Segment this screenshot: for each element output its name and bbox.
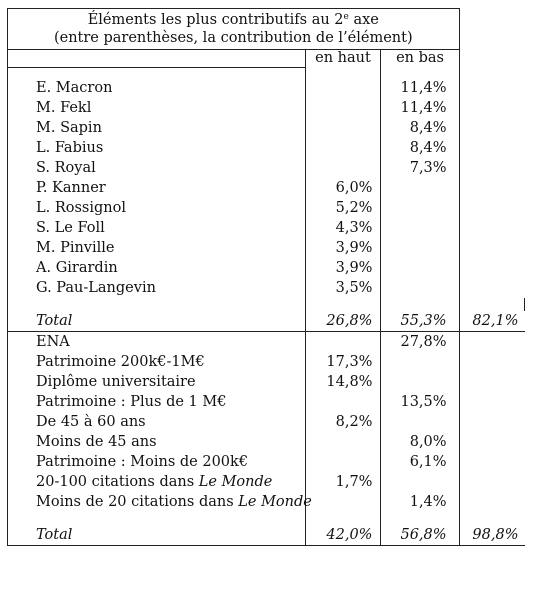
contribution-table bbox=[7, 8, 525, 546]
value-down bbox=[381, 238, 459, 258]
row-label: Moins de 20 citations dans Le Monde bbox=[8, 492, 306, 512]
value-down: 13,5% bbox=[381, 392, 459, 412]
table-title bbox=[8, 9, 460, 50]
value-up bbox=[305, 452, 381, 472]
value-up bbox=[305, 332, 381, 353]
table-title-line1: Éléments les plus contributifs au 2e axe bbox=[87, 12, 379, 28]
row-label: Patrimoine : Plus de 1 M€ bbox=[8, 392, 306, 412]
row-label: 20-100 citations dans Le Monde bbox=[8, 472, 306, 492]
table-row bbox=[8, 138, 525, 158]
table-row bbox=[8, 218, 525, 238]
row-label: L. Fabius bbox=[8, 138, 306, 158]
value-up: 4,3% bbox=[305, 218, 381, 238]
value-down bbox=[381, 372, 459, 392]
row-label: E. Macron bbox=[8, 78, 306, 98]
row-label: L. Rossignol bbox=[8, 198, 306, 218]
column-header-down: en bas bbox=[381, 50, 459, 68]
value-down: 8,4% bbox=[381, 138, 459, 158]
value-up bbox=[305, 98, 381, 118]
value-up bbox=[305, 138, 381, 158]
section-ministers bbox=[8, 78, 525, 298]
table-row bbox=[8, 392, 525, 412]
value-down: 6,1% bbox=[381, 452, 459, 472]
value-down bbox=[381, 198, 459, 218]
value-up bbox=[305, 432, 381, 452]
value-up: 1,7% bbox=[305, 472, 381, 492]
value-down bbox=[381, 258, 459, 278]
row-label: M. Pinville bbox=[8, 238, 306, 258]
value-up bbox=[305, 118, 381, 138]
value-up: 3,9% bbox=[305, 238, 381, 258]
value-down: 1,4% bbox=[381, 492, 459, 512]
row-label: Patrimoine 200k€-1M€ bbox=[8, 352, 306, 372]
value-up bbox=[305, 78, 381, 98]
value-down: 27,8% bbox=[381, 332, 459, 353]
table-title-line2: (entre parenthèses, la contribution de l’élément) bbox=[53, 30, 413, 46]
total-row-ministers: Total 26,8% 55,3% 82,1% bbox=[8, 311, 525, 332]
table-row bbox=[8, 452, 525, 472]
table-row bbox=[8, 258, 525, 278]
row-label: De 45 à 60 ans bbox=[8, 412, 306, 432]
row-label: Moins de 45 ans bbox=[8, 432, 306, 452]
row-label: S. Royal bbox=[8, 158, 306, 178]
table-row bbox=[8, 118, 525, 138]
table-row bbox=[8, 198, 525, 218]
table-row bbox=[8, 78, 525, 98]
value-up bbox=[305, 492, 381, 512]
value-down bbox=[381, 218, 459, 238]
total-row-attributes: Total 42,0% 56,8% 98,8% bbox=[8, 525, 525, 546]
value-down: 8,4% bbox=[381, 118, 459, 138]
column-header-up: en haut bbox=[305, 50, 381, 68]
row-label: M. Sapin bbox=[8, 118, 306, 138]
row-label: G. Pau-Langevin bbox=[8, 278, 306, 298]
value-down: 11,4% bbox=[381, 98, 459, 118]
table-row bbox=[8, 178, 525, 198]
value-up: 8,2% bbox=[305, 412, 381, 432]
value-down bbox=[381, 352, 459, 372]
table-row bbox=[8, 432, 525, 452]
value-up: 3,5% bbox=[305, 278, 381, 298]
value-up: 5,2% bbox=[305, 198, 381, 218]
header-underline-row bbox=[8, 68, 525, 79]
row-label: Patrimoine : Moins de 200k€ bbox=[8, 452, 306, 472]
table-row bbox=[8, 332, 525, 353]
header-row bbox=[8, 50, 525, 68]
table-row bbox=[8, 472, 525, 492]
value-up: 3,9% bbox=[305, 258, 381, 278]
value-up bbox=[305, 158, 381, 178]
table-row bbox=[8, 372, 525, 392]
row-label: P. Kanner bbox=[8, 178, 306, 198]
value-up: 14,8% bbox=[305, 372, 381, 392]
value-down bbox=[381, 472, 459, 492]
value-down: 7,3% bbox=[381, 158, 459, 178]
value-up: 17,3% bbox=[305, 352, 381, 372]
value-down bbox=[381, 278, 459, 298]
row-label: M. Fekl bbox=[8, 98, 306, 118]
table-row bbox=[8, 98, 525, 118]
value-up bbox=[305, 392, 381, 412]
table-row bbox=[8, 238, 525, 258]
row-label: S. Le Foll bbox=[8, 218, 306, 238]
value-down: 11,4% bbox=[381, 78, 459, 98]
table-row bbox=[8, 158, 525, 178]
table-row bbox=[8, 278, 525, 298]
row-label: ENA bbox=[8, 332, 306, 353]
table-title-row bbox=[8, 9, 525, 50]
value-up: 6,0% bbox=[305, 178, 381, 198]
value-down bbox=[381, 412, 459, 432]
row-label: Diplôme universitaire bbox=[8, 372, 306, 392]
table-row bbox=[8, 492, 525, 512]
table-row bbox=[8, 352, 525, 372]
value-down bbox=[381, 178, 459, 198]
value-down: 8,0% bbox=[381, 432, 459, 452]
section-attributes bbox=[8, 332, 525, 513]
table-row bbox=[8, 412, 525, 432]
row-label: A. Girardin bbox=[8, 258, 306, 278]
